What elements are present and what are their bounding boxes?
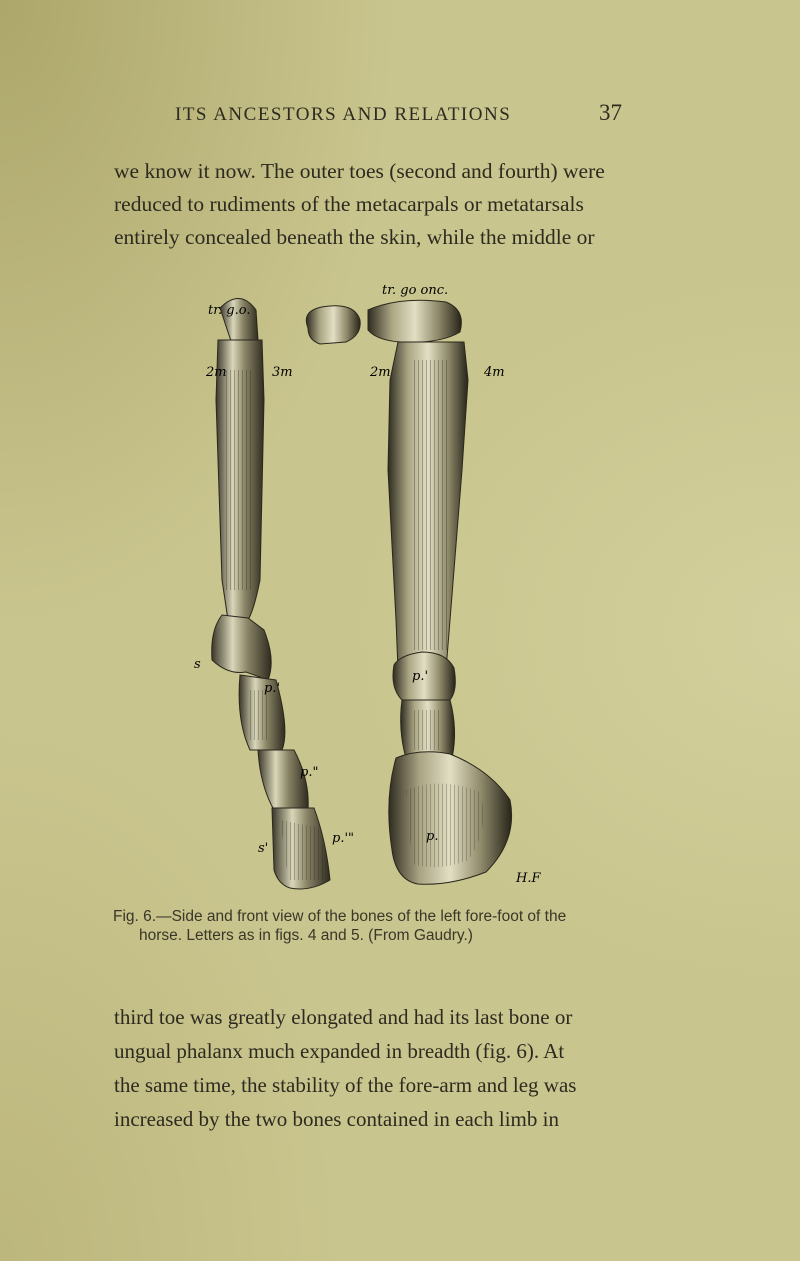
text-line: we know it now. The outer toes (second and fourth) were [114,159,605,183]
label-hf: H.F [516,871,541,886]
side-view-bones [212,298,330,889]
paragraph-top [114,155,654,254]
running-head: ITS ANCESTORS AND RELATIONS [175,104,512,125]
text-line: reduced to rudiments of the metacarpals or metatarsals [114,192,584,216]
label-p-prime-right: p.' [412,669,429,684]
label-4m: 4m [484,365,505,380]
figure-caption [113,907,673,945]
caption-line: horse. Letters as in figs. 4 and 5. (From Gaudry.) [139,927,473,944]
horse-forefoot-figure [150,280,550,892]
label-2m-left: 2m [206,365,227,380]
paragraph-bottom [114,1000,654,1136]
page-header [0,100,800,134]
label-p-double: p." [300,765,319,780]
front-view-bones [306,300,511,884]
text-line: entirely concealed beneath the skin, while the middle or [114,225,595,249]
label-tr-go-left: tr. g.o. [208,303,251,318]
text-line: ungual phalanx much expanded in breadth (fig. 6). At [114,1039,565,1063]
label-tr-go-onc: tr. go onc. [382,283,449,298]
label-s: s [194,657,201,672]
page-number: 37 [599,100,622,125]
label-3m: 3m [272,365,293,380]
caption-line: Fig. 6.—Side and front view of the bones of the left fore-foot of the [113,908,567,925]
text-line: the same time, the stability of the fore-arm and leg was [114,1073,577,1097]
label-p-right: p. [426,829,439,844]
label-p-prime: p.' [264,681,281,696]
label-s-prime: s' [258,841,269,856]
label-p-triple: p.'" [332,831,355,846]
label-2m-right: 2m [370,365,391,380]
bone-illustration [150,280,550,892]
text-line: increased by the two bones contained in each limb in [114,1107,559,1131]
text-line: third toe was greatly elongated and had its last bone or [114,1005,573,1029]
